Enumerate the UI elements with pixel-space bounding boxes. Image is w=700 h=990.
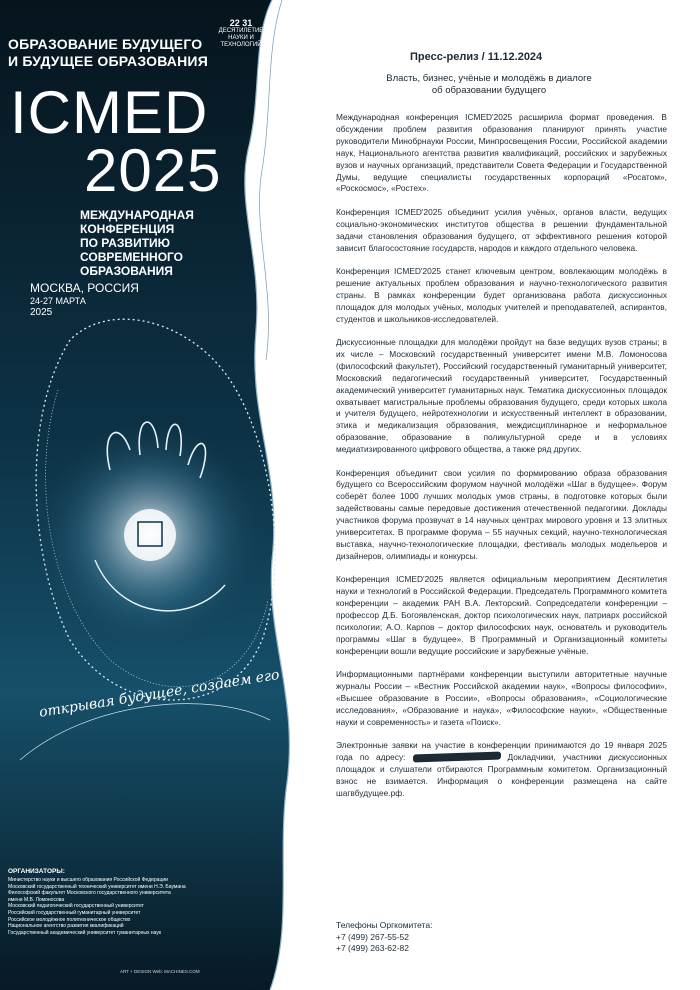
poster-subtitle-line2: ПО РАЗВИТИЮ СОВРЕМЕННОГО — [80, 236, 184, 264]
poster-title — [10, 79, 222, 204]
paragraph: Конференция ICMED'2025 станет ключевым центром, вовлекающим молодёжь в решение актуальных проблем образования и научно-технологического развития страны. В рамках конференции будет организована работа дискуссионных площадок для молодых учёных, молодых учителей и преподавателей, аспирантов, студентов и школьников-исследователей. — [336, 265, 667, 324]
decade-badge — [215, 18, 267, 49]
conference-poster — [0, 0, 300, 990]
phone-number: +7 (499) 267-55-52 — [336, 931, 410, 942]
poster-heading-line2: И БУДУЩЕЕ ОБРАЗОВАНИЯ — [8, 53, 208, 69]
tagline-line1: Власть, бизнес, учёные и молодёжь в диалоге — [386, 73, 592, 84]
badge-line2: НАУКИ И ТЕХНОЛОГИЙ — [220, 35, 262, 48]
organizer-item: Национальное агентство развития квалификаций — [8, 923, 124, 930]
application-text-after: Докладчики, участники дискуссионных площадок и слушатели отбираются Программным комитетом. Организационный взнос не взимается. Информация о конференции размещена на сайте шагвбудущее.рф. — [336, 752, 667, 798]
poster-credit: ART + DESIGN Web: MACHINES.COM — [120, 969, 200, 974]
poster-heading — [8, 36, 208, 70]
paragraph: Конференция объединит свои усилия по формированию образа образования будущего со Всероссийским форумом научной молодёжи «Шаг в будущее». Форум соберёт более 1000 лучших молодых умов страны, в подготовке которых были задействованы самые передовые достижения отечественной педагогики. Доклады участников форума прозвучат в 14 научных центрах мирового уровня и 13 элитных университетах. В программе форума – 55 научных секций, научно-технологическая выставка, научно-технологические площадки, фестиваль молодых модельеров и дизайнеров, олимпиады и конкурсы. — [336, 467, 667, 561]
badge-number: 22 31 — [229, 18, 253, 28]
application-paragraph — [336, 740, 667, 800]
paragraph: Конференция ICMED'2025 объединит усилия учёных, органов власти, ведущих социально-экономических институтов общества в решении фундаментальной задачи становления образования будущего, от эффективного решения которой зависит благосостояние государств, народов и каждого отдельного человека. — [336, 206, 667, 253]
organizer-item: Государственный академический университет гуманитарных наук — [8, 929, 162, 936]
poster-year: 2025 — [30, 307, 53, 318]
paragraph: Информационными партнёрами конференции выступили авторитетные научные журналы России – «Вестник Российской академии наук», «Вопросы философии», «Высшее образование в России», «Вопросы образования», «Социологические исследования», «Образование и наука», «Философские науки», «Общественные науки и современность» и газета «Поиск». — [336, 669, 667, 727]
poster-slogan: открывая будущее, создаем его — [38, 666, 281, 721]
organizer-item: имени М.В. Ломоносова — [8, 896, 65, 903]
poster-subtitle-line1: МЕЖДУНАРОДНАЯ КОНФЕРЕНЦИЯ — [80, 208, 194, 236]
organizer-item: Российское молодёжное политехническое общество — [8, 916, 131, 923]
organizers-block — [8, 868, 258, 936]
poster-subtitle — [80, 208, 260, 278]
redacted-email — [413, 752, 501, 763]
organizer-item: Министерство науки и высшего образования Российской Федерации — [8, 877, 168, 883]
organizer-item: Московский государственный технический университет имени Н.Э. Баумана — [8, 883, 186, 890]
press-release-tagline — [330, 73, 648, 97]
poster-dates: 24-27 МАРТА — [30, 296, 86, 306]
paragraph: Международная конференция ICMED'2025 расширила формат проведения. В обсуждении проблем развития образования планируют принять участие руководители Минобрнауки России, Минпросвещения России, Российской академии наук, Национального агентства развития квалификаций, российских и зарубежных вузов и научных организаций, представители Совета Федерации и Государственной Думы, ведущие специалисты государственных корпораций «Росатом», «Роскосмос», «Ростех». — [336, 112, 667, 194]
organizers-title: ОРГАНИЗАТОРЫ: — [8, 868, 65, 875]
contacts-block — [336, 920, 432, 955]
press-release-heading: Пресс-релиз / 11.12.2024 — [410, 51, 543, 63]
poster-title-icmed: ICMED — [10, 79, 209, 146]
paragraph: Дискуссионные площадки для молодёжи пройдут на базе ведущих вузов страны; в их числе – Московский государственный университет имени М.В. Ломоносова (философский факультет), Российский государственный гуманитарный университет, Московский педагогический государственный университет, Государственный академический университет гуманитарных наук. Тематика дискуссионных площадок охватывает магистральные проблемы образования будущего, среди которых школа и учителя будущего, нейротехнологии и искусственный интеллект в образовании, этика и медикализация образования, междисциплинарное и неформальное образование, образование в поликультурной среде и в условиях медиатизированного цифрового общества, а также ряд других. — [336, 337, 667, 455]
phone-number: +7 (499) 263-62-82 — [336, 943, 410, 953]
application-text-before: Электронные заявки на участие в конференции принимаются до 19 января 2025 года по адресу: — [336, 740, 667, 763]
organizer-item: Российский государственный гуманитарный университет — [8, 909, 141, 916]
tagline-line2: об образовании будущего — [431, 85, 547, 96]
poster-subtitle-line3: ОБРАЗОВАНИЯ — [80, 264, 173, 278]
poster-city: МОСКВА, РОССИЯ — [30, 281, 139, 295]
organizer-item: Московский педагогический государственный университет — [8, 903, 144, 910]
press-release-body — [336, 112, 667, 811]
poster-heading-line1: ОБРАЗОВАНИЕ БУДУЩЕГО — [8, 36, 203, 52]
poster-title-year: 2025 — [84, 137, 222, 204]
paragraph: Конференция ICMED'2025 является официальным мероприятием Десятилетия науки и технологий в Российской Федерации. Председатель Программного комитета конференции – академик РАН В.А. Лекторский. Сопредседатели конференции – профессор Д.Б. Богоявленская, доктор психологических наук, патриарх российской психологии; А.О. Карпов – доктор философских наук, основатель и руководитель программы «Шаг в будущее». В Программный и Организационный комитеты конференции вошли ведущие российские и зарубежные учёные. — [336, 574, 667, 656]
organizers-list — [8, 877, 258, 936]
contacts-label: Телефоны Оргкомитета: — [336, 920, 433, 930]
organizer-item: Философский факультет Московского государственного университета — [8, 890, 171, 897]
badge-line1: ДЕСЯТИЛЕТИЕ — [218, 28, 264, 34]
